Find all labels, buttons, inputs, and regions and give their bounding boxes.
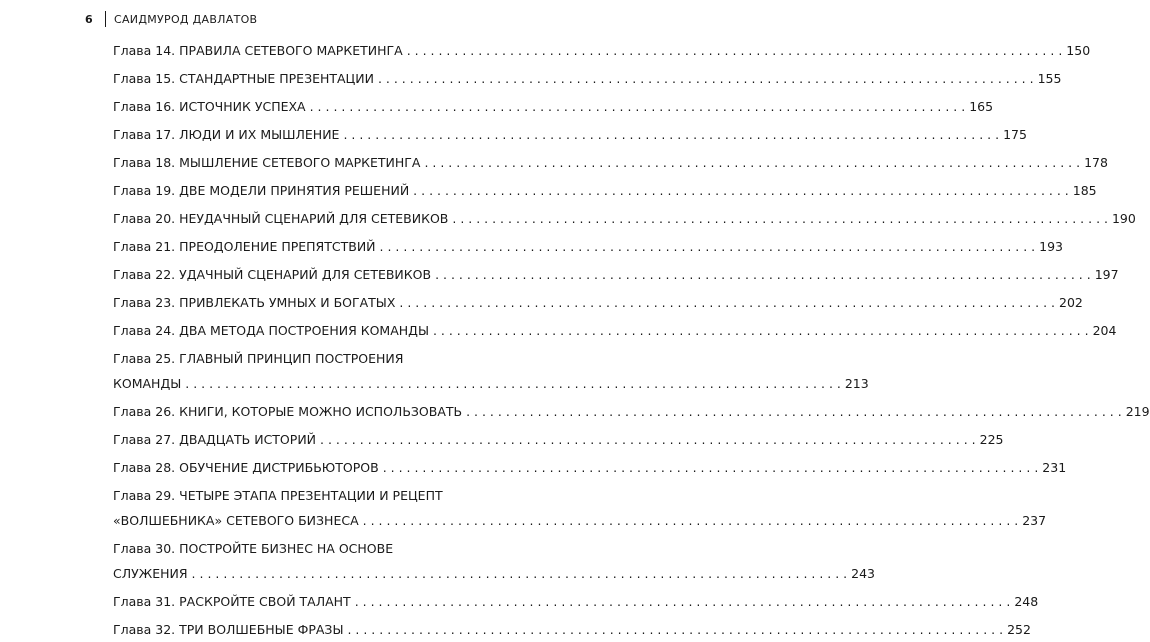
toc-entry-title-line2: СЛУЖЕНИЯ xyxy=(113,566,188,581)
toc-entry xyxy=(113,536,876,586)
toc-leader-dots xyxy=(347,617,1003,642)
toc-entry xyxy=(113,617,1031,642)
toc-entry xyxy=(113,94,994,119)
toc-leader-dots xyxy=(185,371,841,396)
author-name: САИДМУРОД ДАВЛАТОВ xyxy=(114,12,258,26)
toc-leader-dots xyxy=(383,455,1039,480)
toc-entry xyxy=(113,178,1097,203)
toc-leader-dots xyxy=(407,38,1063,63)
toc-entry-title: Глава 15. СТАНДАРТНЫЕ ПРЕЗЕНТАЦИИ xyxy=(113,71,374,86)
toc-entry xyxy=(113,455,1067,480)
toc-entry-title-line1: Глава 30. ПОСТРОЙТЕ БИЗНЕС НА ОСНОВЕ xyxy=(113,541,394,556)
toc-entry-title: Глава 26. КНИГИ, КОТОРЫЕ МОЖНО ИСПОЛЬЗОВАТЬ xyxy=(113,404,463,419)
toc-entry xyxy=(113,66,1062,91)
toc-entry-page: 231 xyxy=(1042,460,1067,475)
toc-entry xyxy=(113,427,1004,452)
toc-entry-title: Глава 19. ДВЕ МОДЕЛИ ПРИНЯТИЯ РЕШЕНИЙ xyxy=(113,183,410,198)
toc-leader-dots xyxy=(355,589,1011,614)
toc-entry-title: Глава 24. ДВА МЕТОДА ПОСТРОЕНИЯ КОМАНДЫ xyxy=(113,323,429,338)
toc-entry-page: 213 xyxy=(844,376,869,391)
toc-entry-page: 165 xyxy=(969,99,994,114)
toc-entry-page: 178 xyxy=(1084,155,1108,170)
toc-entry xyxy=(113,38,1091,63)
toc-entry-page: 237 xyxy=(1022,513,1047,528)
toc-entry-title-line1: Глава 29. ЧЕТЫРЕ ЭТАПА ПРЕЗЕНТАЦИИ И РЕЦЕПТ xyxy=(113,488,443,503)
header-divider xyxy=(105,11,106,27)
toc-leader-dots xyxy=(435,262,1091,287)
toc-leader-dots xyxy=(466,399,1122,424)
toc-entry-title: Глава 17. ЛЮДИ И ИХ МЫШЛЕНИЕ xyxy=(113,127,340,142)
toc-leader-dots xyxy=(378,66,1034,91)
toc-entry xyxy=(113,589,1039,614)
toc-entry-title: Глава 31. РАСКРОЙТЕ СВОЙ ТАЛАНТ xyxy=(113,594,351,609)
toc-entry xyxy=(113,206,1136,231)
toc-leader-dots xyxy=(399,290,1055,315)
toc-entry-page: 175 xyxy=(1003,127,1027,142)
toc-entry-page: 150 xyxy=(1066,43,1091,58)
toc-entry-title: Глава 22. УДАЧНЫЙ СЦЕНАРИЙ ДЛЯ СЕТЕВИКОВ xyxy=(113,267,432,282)
toc-entry-page: 155 xyxy=(1037,71,1062,86)
toc-leader-dots xyxy=(363,508,1019,533)
toc-entry xyxy=(113,483,1047,533)
toc-leader-dots xyxy=(433,318,1089,343)
toc-leader-dots xyxy=(413,178,1069,203)
toc-entry-title: Глава 14. ПРАВИЛА СЕТЕВОГО МАРКЕТИНГА xyxy=(113,43,403,58)
toc-leader-dots xyxy=(380,234,1036,259)
toc-entry-page: 252 xyxy=(1007,622,1031,637)
toc-entry-page: 197 xyxy=(1094,267,1119,282)
toc-entry-title-line2: КОМАНДЫ xyxy=(113,376,182,391)
toc-entry-title: Глава 23. ПРИВЛЕКАТЬ УМНЫХ И БОГАТЫХ xyxy=(113,295,396,310)
toc-entry xyxy=(113,122,1027,147)
toc-entry-title: Глава 18. МЫШЛЕНИЕ СЕТЕВОГО МАРКЕТИНГА xyxy=(113,155,421,170)
running-header xyxy=(85,10,257,28)
toc-entry-page: 193 xyxy=(1039,239,1063,254)
toc-entry-title: Глава 28. ОБУЧЕНИЕ ДИСТРИБЬЮТОРОВ xyxy=(113,460,379,475)
toc-entry-title: Глава 21. ПРЕОДОЛЕНИЕ ПРЕПЯТСТВИЙ xyxy=(113,239,376,254)
toc-entry xyxy=(113,262,1119,287)
toc-entry-title: Глава 20. НЕУДАЧНЫЙ СЦЕНАРИЙ ДЛЯ СЕТЕВИКОВ xyxy=(113,211,449,226)
toc-entry-page: 202 xyxy=(1059,295,1083,310)
toc-entry-title: Глава 32. ТРИ ВОЛШЕБНЫЕ ФРАЗЫ xyxy=(113,622,344,637)
toc-leader-dots xyxy=(192,561,848,586)
toc-entry-page: 185 xyxy=(1072,183,1097,198)
toc-leader-dots xyxy=(320,427,976,452)
toc-entry-title-line1: Глава 25. ГЛАВНЫЙ ПРИНЦИП ПОСТРОЕНИЯ xyxy=(113,351,404,366)
toc-leader-dots xyxy=(310,94,966,119)
toc-entry xyxy=(113,318,1117,343)
toc-entry xyxy=(113,290,1083,315)
toc-entry-page: 225 xyxy=(979,432,1004,447)
toc-entry-page: 190 xyxy=(1111,211,1136,226)
toc-entry xyxy=(113,234,1063,259)
page-number: 6 xyxy=(85,12,93,26)
table-of-contents xyxy=(113,38,1150,642)
toc-entry xyxy=(113,150,1108,175)
toc-leader-dots xyxy=(424,150,1080,175)
toc-entry-page: 248 xyxy=(1014,594,1039,609)
toc-entry-title-line2: «ВОЛШЕБНИКА» СЕТЕВОГО БИЗНЕСА xyxy=(113,513,359,528)
toc-entry-page: 243 xyxy=(851,566,876,581)
toc-entry-title: Глава 16. ИСТОЧНИК УСПЕХА xyxy=(113,99,306,114)
toc-entry xyxy=(113,346,869,396)
toc-entry-page: 219 xyxy=(1125,404,1150,419)
toc-entry-title: Глава 27. ДВАДЦАТЬ ИСТОРИЙ xyxy=(113,432,317,447)
toc-entry-page: 204 xyxy=(1092,323,1117,338)
toc-entry xyxy=(113,399,1150,424)
toc-leader-dots xyxy=(343,122,999,147)
toc-leader-dots xyxy=(452,206,1108,231)
